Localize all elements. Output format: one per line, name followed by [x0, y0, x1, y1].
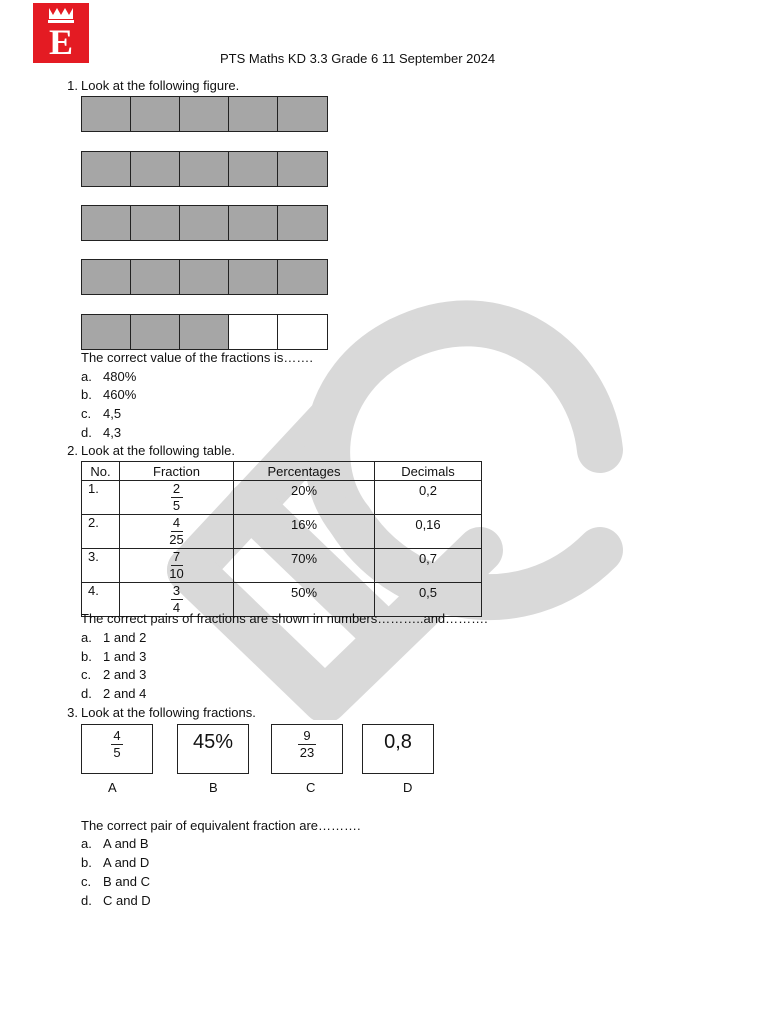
shaded-cell [82, 260, 131, 294]
shaded-cell [131, 152, 180, 186]
shaded-cell [131, 260, 180, 294]
header-decimals: Decimals [375, 462, 482, 481]
fraction-bar-row [81, 259, 328, 295]
shaded-cell [82, 315, 131, 349]
fraction-table [81, 461, 482, 617]
question-2-text: The correct pairs of fractions are shown in numbers………..and………. [81, 611, 488, 626]
fraction-bar-row [81, 314, 328, 350]
option-2a[interactable]: a. 1 and 2 [81, 630, 147, 645]
fraction-bar-row [81, 151, 328, 187]
table-row: 3. $\frac{7}{10}$ 70% 0,7 [82, 549, 482, 583]
box-label-a: A [108, 780, 117, 795]
unshaded-cell [278, 315, 327, 349]
table-row: 4. $\frac{3}{4}$ 50% 0,5 [82, 583, 482, 617]
shaded-cell [278, 260, 327, 294]
option-1a[interactable]: a. 480% [81, 369, 137, 384]
option-1d[interactable]: d. 4,3 [81, 425, 122, 440]
question-1-text: The correct value of the fractions is……. [81, 350, 313, 365]
question-number: 2. [67, 443, 78, 458]
unshaded-cell [229, 315, 278, 349]
shaded-cell [180, 260, 229, 294]
question-number: 3. [67, 705, 78, 720]
shaded-cell [278, 206, 327, 240]
shaded-cell [278, 152, 327, 186]
option-3c[interactable]: c. B and C [81, 874, 150, 889]
question-text: Look at the following table. [81, 443, 235, 458]
table-header-row [82, 462, 482, 481]
fraction: $\frac{4}{5}$ [111, 729, 123, 760]
table-row: 1. $\frac{2}{5}$ 20% 0,2 [82, 481, 482, 515]
shaded-cell [229, 206, 278, 240]
page-title: PTS Maths KD 3.3 Grade 6 11 September 2024 [220, 51, 496, 66]
shaded-cell [180, 206, 229, 240]
option-2c[interactable]: c. 2 and 3 [81, 667, 147, 682]
option-box-c [271, 724, 343, 774]
option-box-d: 0,8 [362, 724, 434, 774]
fraction: $\frac{9}{23}$ [299, 728, 315, 760]
fraction: $\frac{4}{25}$ [169, 515, 184, 547]
option-3b[interactable]: b. A and D [81, 855, 150, 870]
option-2b[interactable]: b. 1 and 3 [81, 649, 147, 664]
question-number: 1. [67, 78, 78, 93]
question-text: Look at the following fractions. [81, 705, 256, 720]
logo-letter: E [48, 22, 73, 62]
shaded-cell [229, 152, 278, 186]
fraction: $\frac{2}{5}$ [171, 482, 183, 513]
header-no: No. [82, 462, 120, 481]
option-box-a [81, 724, 153, 774]
question-3-text: The correct pair of equivalent fraction are………. [81, 818, 361, 833]
shaded-cell [180, 97, 229, 131]
fraction-bar-row [81, 96, 328, 132]
shaded-cell [82, 97, 131, 131]
shaded-cell [229, 97, 278, 131]
fraction: $\frac{3}{4}$ [171, 584, 183, 615]
shaded-cell [82, 152, 131, 186]
shaded-cell [180, 315, 229, 349]
fraction-bar-row [81, 205, 328, 241]
question-text: Look at the following figure. [81, 78, 240, 93]
shaded-cell [82, 206, 131, 240]
school-logo [33, 3, 89, 63]
header-fraction: Fraction [120, 462, 234, 481]
option-2d[interactable]: d. 2 and 4 [81, 686, 147, 701]
shaded-cell [131, 315, 180, 349]
shaded-cell [180, 152, 229, 186]
table-row: 2. $\frac{4}{25}$ 16% 0,16 [82, 515, 482, 549]
box-label-b: B [209, 780, 218, 795]
shaded-cell [131, 97, 180, 131]
header-percentages: Percentages [234, 462, 375, 481]
box-label-d: D [403, 780, 413, 795]
option-box-b: 45% [177, 724, 249, 774]
fraction: $\frac{7}{10}$ [169, 549, 184, 581]
option-3d[interactable]: d. C and D [81, 893, 151, 908]
option-1c[interactable]: c. 4,5 [81, 406, 122, 421]
shaded-cell [278, 97, 327, 131]
option-1b[interactable]: b. 460% [81, 387, 137, 402]
box-label-c: C [306, 780, 316, 795]
option-3a[interactable]: a. A and B [81, 836, 149, 851]
shaded-cell [229, 260, 278, 294]
shaded-cell [131, 206, 180, 240]
